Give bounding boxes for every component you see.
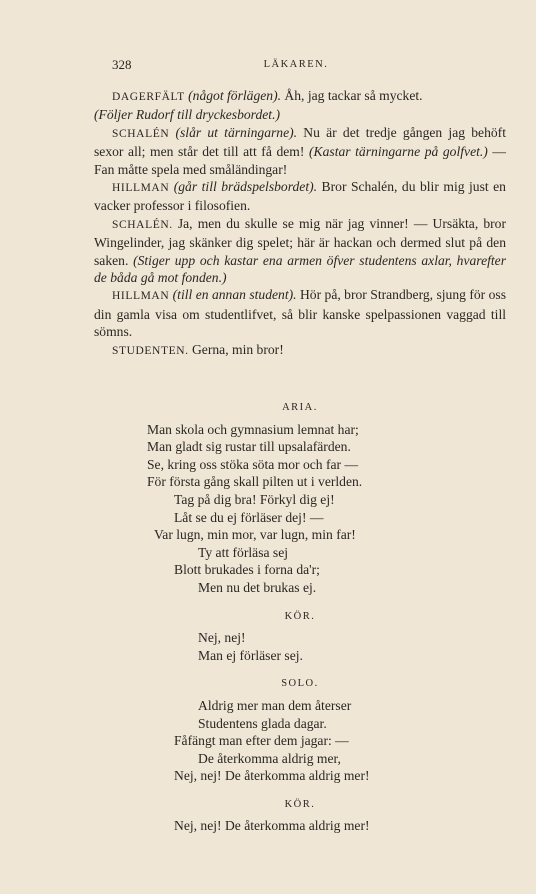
verse-line: Låt se du ej förläser dej! — <box>174 509 324 525</box>
speech-hillman-2 <box>94 286 506 340</box>
verse-line: Tag på dig bra! Förkyl dig ej! <box>174 491 335 507</box>
verse-line: Man ej förläser sej. <box>198 647 303 663</box>
stage-direction: (Följer Rudorf till dryckesbordet.) <box>94 107 280 123</box>
speech-text: Gerna, min bror! <box>188 341 284 357</box>
speech-text: Ja, men du skulle se mig när jag vinner! — Ursäkta, bror Wingelinder, jag skänker dig spelet; här är hackan och dermed slut på den saken. <box>94 215 506 268</box>
verse-line: Nej, nej! <box>198 630 246 646</box>
speaker-name: STUDENTEN. <box>112 344 189 357</box>
speech-studenten <box>94 341 506 360</box>
aria-heading: ARIA. <box>282 402 318 413</box>
verse-line: För första gång skall pilten ut i verlden. <box>147 474 363 490</box>
solo-heading: SOLO. <box>281 678 319 690</box>
verse-line: De återkomma aldrig mer, <box>198 750 341 766</box>
speaker-name: HILLMAN <box>112 290 170 303</box>
speech-schalen-2 <box>94 215 506 287</box>
verse-line: Var lugn, min mor, var lugn, min far! <box>154 527 356 543</box>
speaker-name: HILLMAN <box>112 182 170 195</box>
speaker-name: DAGERFÄLT <box>112 91 185 103</box>
speech-text: Hör på, bror Strandberg, sjung för oss din gamla visa om studentlifvet, så blir kanske spelpassionen vaggad till sömns. <box>94 287 506 340</box>
speaker-name: SCHALÉN. <box>112 218 173 231</box>
verse-line: Fåfängt man efter dem jagar: — <box>174 733 349 749</box>
stage-direction: (går till brädspelsbordet). <box>173 179 318 195</box>
stage-direction: (något förlägen). <box>188 88 282 103</box>
page-number: 328 <box>112 57 132 72</box>
running-title: LÄKAREN. <box>263 59 329 70</box>
verse-line: Nej, nej! De återkomma aldrig mer! <box>174 818 370 834</box>
speech-hillman-1 <box>94 178 506 215</box>
stage-direction: (slår ut tärningarne). <box>175 124 298 140</box>
page-header <box>92 57 500 77</box>
verse-line: Nej, nej! De återkomma aldrig mer! <box>174 768 370 784</box>
verse-line: Man skola och gymnasium lemnat har; <box>147 421 359 437</box>
song-verses <box>94 396 506 835</box>
stage-direction: (Stiger upp och kastar ena armen öfver studentens axlar, hvarefter de båda gå mot fonden.) <box>94 252 506 286</box>
verse-line: Blott brukades i forna da'r; <box>174 562 320 578</box>
speaker-name: SCHALÉN <box>112 127 170 140</box>
kor-heading: KÖR. <box>284 798 316 810</box>
speech-text: Åh, jag tackar så mycket. <box>281 88 423 103</box>
verse-line: Man gladt sig rustar till upsalafärden. <box>147 439 351 455</box>
verse-line: Aldrig mer man dem återser <box>198 697 352 713</box>
speech-text: — Fan måtte spela med småländingar! <box>94 144 507 177</box>
speech-text: Nu är det tredje gången jag behöft sexor all; men står det till att få dem! <box>94 124 506 160</box>
stage-direction: (till en annan student). <box>172 287 297 303</box>
verse-line: Men nu det brukas ej. <box>198 579 317 595</box>
verse-line: Ty att förläsa sej <box>198 544 289 560</box>
speech-text: Bror Schalén, du blir mig just en vacker professor i filosofien. <box>94 179 506 214</box>
speech-schalen-1 <box>94 124 506 178</box>
dialogue-block <box>94 87 506 360</box>
verse-line: Se, kring oss stöka söta mor och far — <box>147 456 359 472</box>
speech-dagerfalt <box>94 87 506 124</box>
stage-direction: (Kastar tärningarne på golfvet.) <box>309 144 488 160</box>
verse-line: Studentens glada dagar. <box>198 715 327 731</box>
kor-heading: KÖR. <box>284 610 316 622</box>
